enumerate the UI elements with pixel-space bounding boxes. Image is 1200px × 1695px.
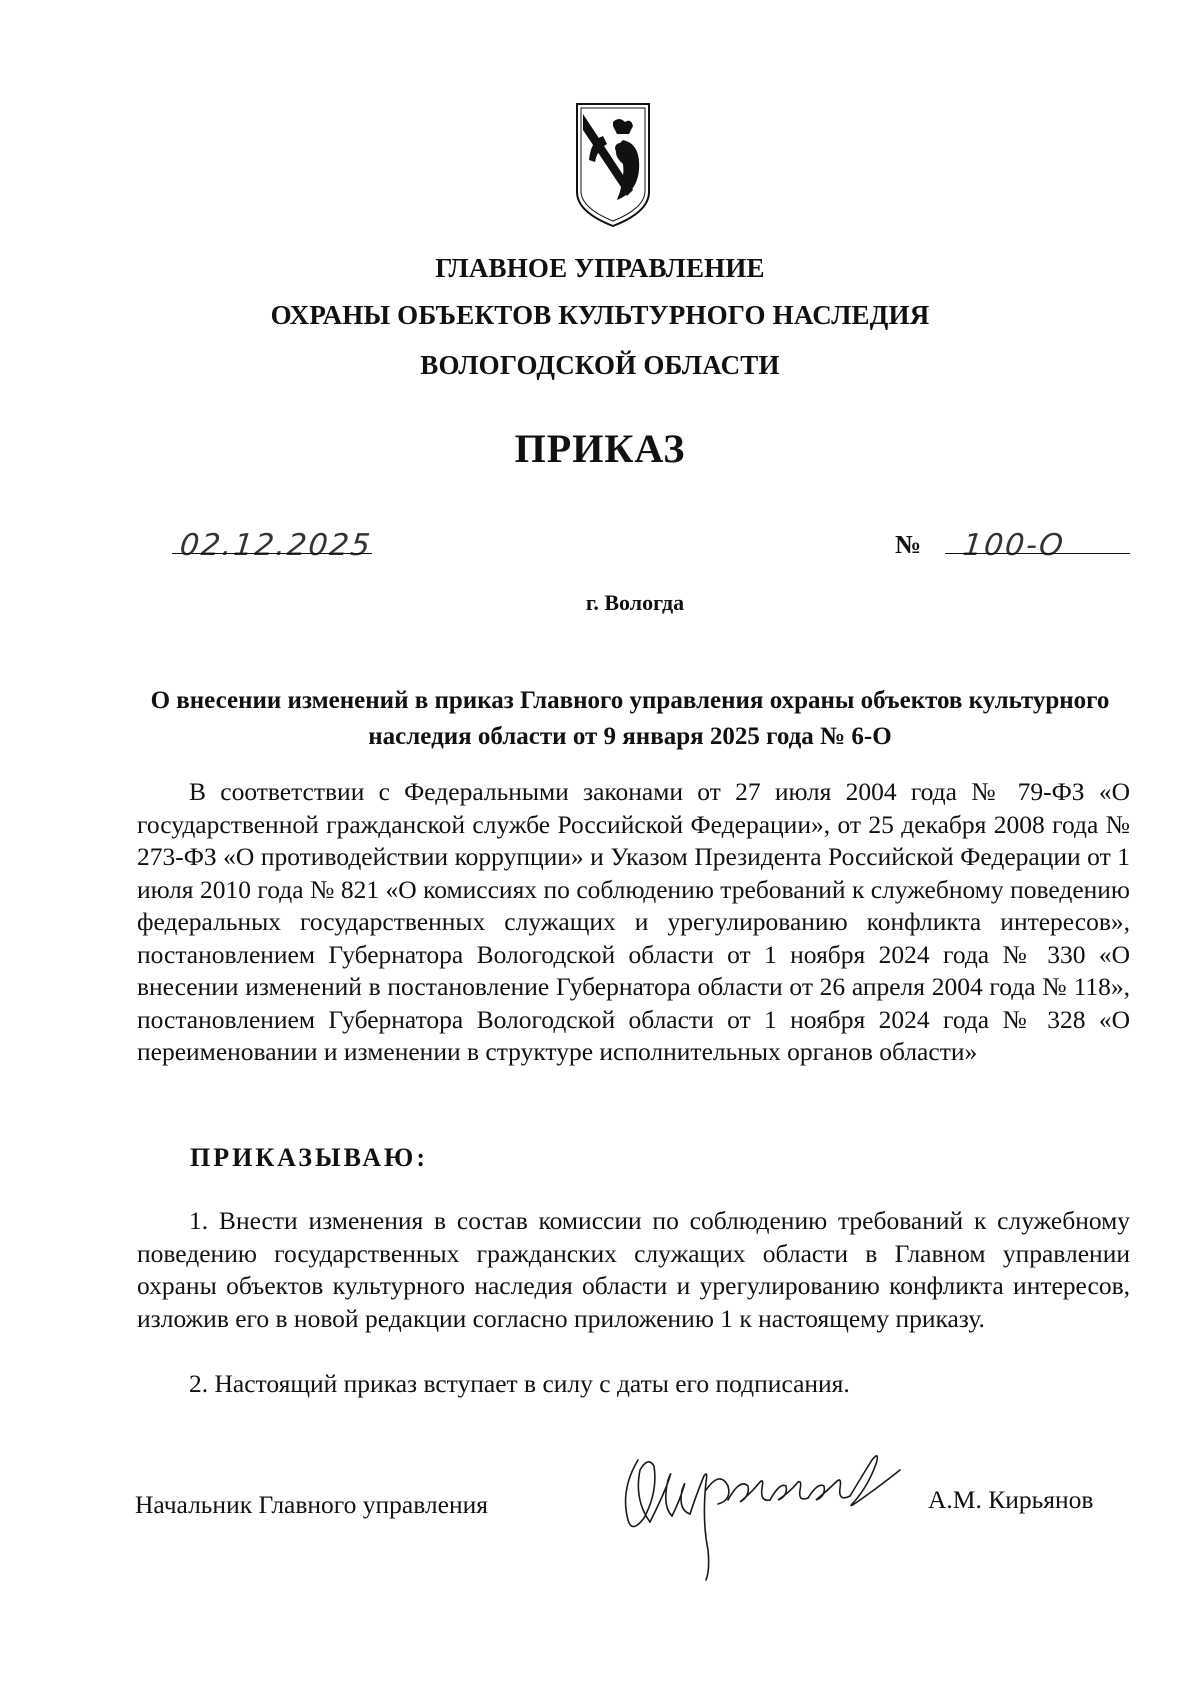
order-heading: ПРИКАЗЫВАЮ: xyxy=(190,1143,428,1172)
number-sign: № xyxy=(895,530,922,559)
org-name-line-1: ГЛАВНОЕ УПРАВЛЕНИЕ xyxy=(435,253,765,283)
document-date: 02.12.2025 xyxy=(178,528,374,563)
document-type: ПРИКАЗ xyxy=(514,426,686,471)
signatory-position: Начальник Главного управления xyxy=(135,1490,488,1519)
legal-basis-paragraph: В соответствии с Федеральными законами от 27 июля 2004 года № 79-ФЗ «О государственной гражданской службе Российской Федерации», от 25 декабря 2008 года № 273-ФЗ «О противодействии коррупции» и Указом Президента Российской Федерации от 1 июля 2010 года № 821 «О комиссиях по соблюдению требований к служебному поведению федеральных государственных служащих и урегулированию конфликта интересов», постановлением Губернатора Вологодской области от 1 ноября 2024 года № 330 «О внесении изменений в постановление Губернатора области от 26 апреля 2004 года № 118», постановлением Губернатора Вологодской области от 1 ноября 2024 года № 328 «О переименовании и изменении в структуре исполнительных органов области» xyxy=(137,777,1130,1066)
date-underline xyxy=(172,553,372,554)
org-name-line-3: ВОЛОГОДСКОЙ ОБЛАСТИ xyxy=(420,350,780,380)
coat-of-arms-icon xyxy=(573,100,653,230)
number-underline xyxy=(945,553,1130,554)
handwritten-signature-icon xyxy=(610,1430,920,1590)
signatory-name: А.М. Кирьянов xyxy=(928,1485,1094,1514)
document-city: г. Вологда xyxy=(585,590,685,615)
org-name-line-2: ОХРАНЫ ОБЪЕКТОВ КУЛЬТУРНОГО НАСЛЕДИЯ xyxy=(270,300,930,330)
document-number: 100-О xyxy=(961,528,1067,563)
document-subject: О внесении изменений в приказ Главного управления охраны объектов культурного наследия области от 9 января 2025 года № 6-О xyxy=(150,687,1110,750)
order-item-2: 2. Настоящий приказ вступает в силу с даты его подписания. xyxy=(189,1369,850,1398)
order-item-1: 1. Внести изменения в состав комиссии по соблюдению требований к служебному поведению государственных гражданских служащих области в Главном управлении охраны объектов культурного наследия области и урегулированию конфликта интересов, изложив его в новой редакции согласно приложению 1 к настоящему приказу. xyxy=(137,1206,1130,1333)
